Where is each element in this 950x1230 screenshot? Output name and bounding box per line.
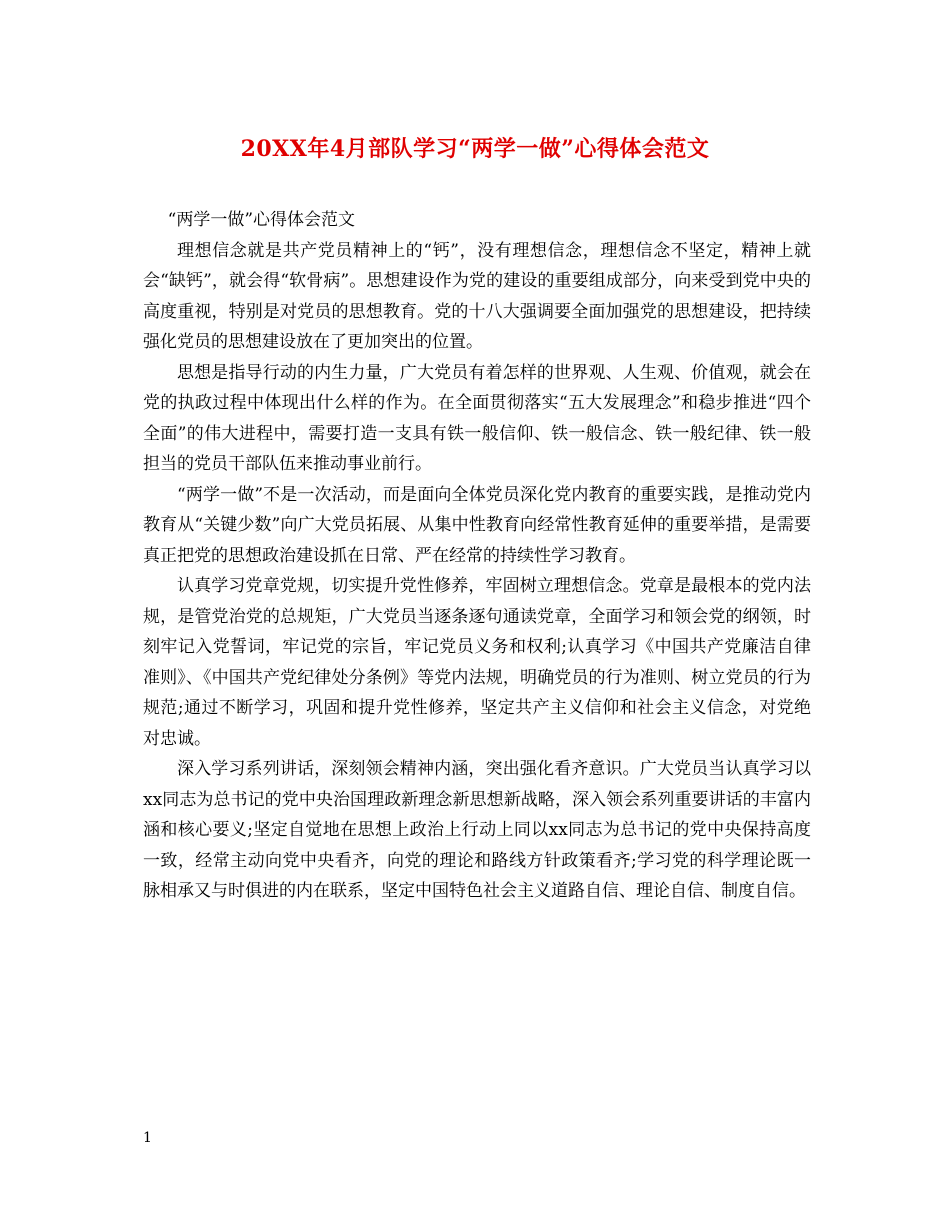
paragraph-5: 深入学习系列讲话，深刻领会精神内涵，突出强化看齐意识。广大党员当认真学习以xx同志为总书记的党中央治国理政新理念新思想新战略，深入领会系列重要讲话的丰富内涵和核心要义;坚定自觉地在思想上政治上行动上同以xx同志为总书记的党中央保持高度一致，经常主动向党中央看齐，向党的理论和路线方针政策看齐;学习党的科学理论既一脉相承又与时俱进的内在联系，坚定中国特色社会主义道路自信、理论自信、制度自信。	[143, 759, 811, 901]
page-number: 1	[143, 1130, 152, 1146]
paragraph-2: 思想是指导行动的内生力量，广大党员有着怎样的世界观、人生观、价值观，就会在党的执政过程中体现出什么样的作为。在全面贯彻落实“五大发展理念”和稳步推进“四个全面”的伟大进程中，需要打造一支具有铁一般信仰、铁一般信念、铁一般纪律、铁一般担当的党员干部队伍来推动事业前行。	[143, 362, 811, 474]
document-body	[143, 205, 811, 907]
document-title: 20XX年4月部队学习“两学一做”心得体会范文	[240, 136, 710, 162]
paragraph-1: 理想信念就是共产党员精神上的“钙”，没有理想信念，理想信念不坚定，精神上就会“缺钙”，就会得“软骨病”。思想建设作为党的建设的重要组成部分，向来受到党中央的高度重视，特别是对党员的思想教育。党的十八大强调要全面加强党的思想建设，把持续强化党员的思想建设放在了更加突出的位置。	[143, 240, 811, 352]
paragraph-3: “两学一做”不是一次活动，而是面向全体党员深化党内教育的重要实践，是推动党内教育从“关键少数”向广大党员拓展、从集中性教育向经常性教育延伸的重要举措，是需要真正把党的思想政治建设抓在日常、严在经常的持续性学习教育。	[143, 484, 811, 566]
paragraph-4: 认真学习党章党规，切实提升党性修养，牢固树立理想信念。党章是最根本的党内法规，是管党治党的总规矩，广大党员当逐条逐句通读党章，全面学习和领会党的纲领，时刻牢记入党誓词，牢记党的宗旨，牢记党员义务和权利;认真学习《中国共产党廉洁自律准则》、《中国共产党纪律处分条例》等党内法规，明确党员的行为准则、树立党员的行为规范;通过不断学习，巩固和提升党性修养，坚定共产主义信仰和社会主义信念，对党绝对忠诚。	[143, 576, 811, 749]
subheading: “两学一做”心得体会范文	[167, 210, 356, 230]
